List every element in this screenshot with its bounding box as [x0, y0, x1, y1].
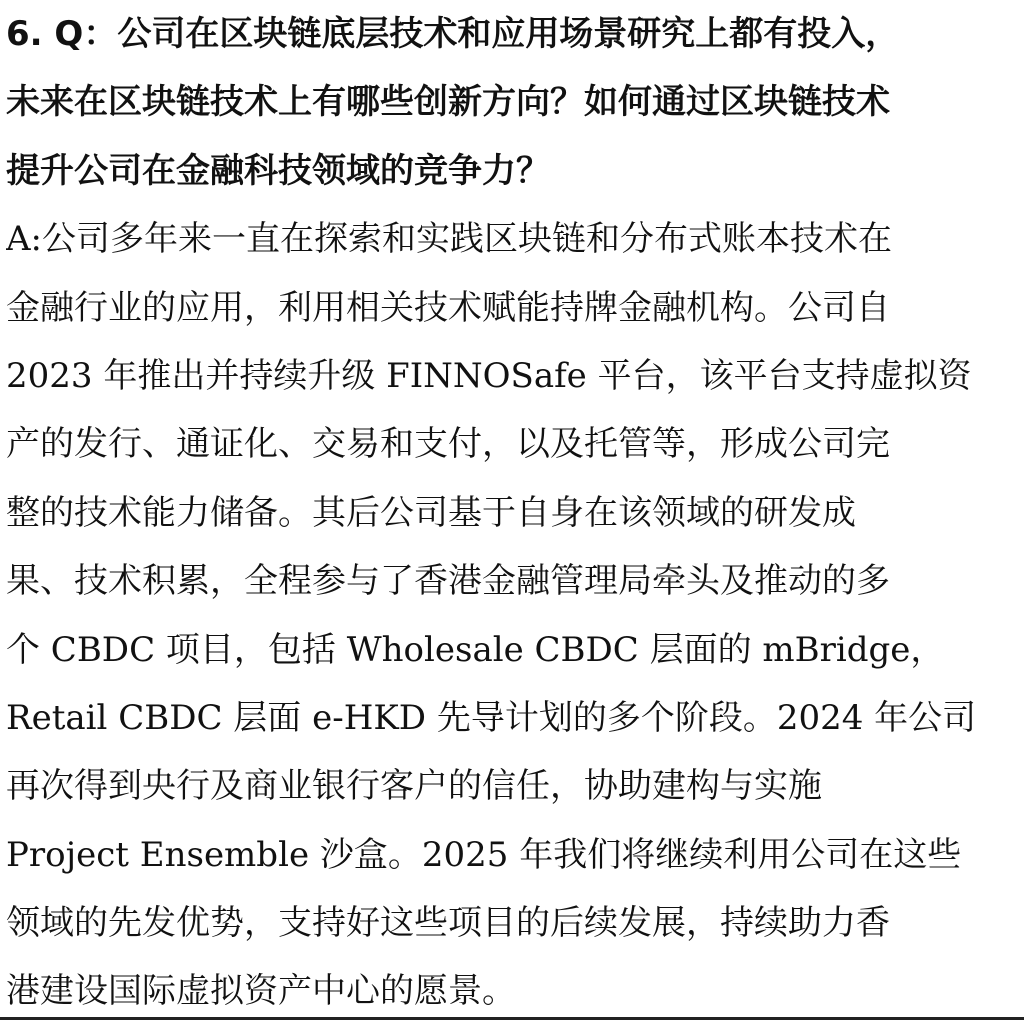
- question-block: [6, 0, 1018, 205]
- answer-line: 整的技术能力储备。其后公司基于自身在该领域的研发成: [6, 492, 856, 533]
- answer-line: 果、技术积累，全程参与了香港金融管理局牵头及推动的多: [6, 561, 890, 602]
- answer-block: [6, 205, 1018, 1026]
- document-body: [6, 0, 1018, 1026]
- answer-line: 再次得到央行及商业银行客户的信任，协助建构与实施: [6, 766, 822, 807]
- answer-line: A:公司多年来一直在探索和实践区块链和分布式账本技术在: [6, 219, 893, 260]
- answer-line: 港建设国际虚拟资产中心的愿景。: [6, 971, 516, 1012]
- answer-line: 产的发行、通证化、交易和支付，以及托管等，形成公司完: [6, 424, 890, 465]
- answer-line: 2023 年推出并持续升级 FINNOSafe 平台，该平台支持虚拟资: [6, 355, 972, 396]
- question-line: 6. Q：公司在区块链底层技术和应用场景研究上都有投入，: [6, 14, 900, 54]
- answer-line: 个 CBDC 项目，包括 Wholesale CBDC 层面的 mBridge，: [6, 629, 945, 670]
- question-line: 提升公司在金融科技领域的竞争力？: [6, 150, 550, 191]
- answer-line: Retail CBDC 层面 e-HKD 先导计划的多个阶段。2024 年公司: [6, 697, 977, 738]
- bottom-divider: [0, 1017, 1024, 1020]
- answer-line: 领域的先发优势，支持好这些项目的后续发展，持续助力香: [6, 903, 890, 944]
- answer-line: Project Ensemble 沙盒。2025 年我们将继续利用公司在这些: [6, 834, 962, 875]
- answer-line: 金融行业的应用，利用相关技术赋能持牌金融机构。公司自: [6, 287, 890, 328]
- question-line: 未来在区块链技术上有哪些创新方向？如何通过区块链技术: [6, 82, 890, 123]
